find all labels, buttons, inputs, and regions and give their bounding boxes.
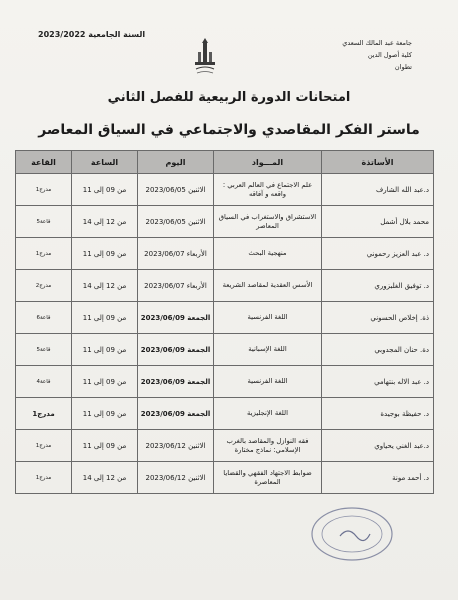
official-stamp-icon bbox=[310, 506, 394, 562]
university-logo-icon bbox=[192, 38, 218, 78]
cell-time: من 12 إلى 14 bbox=[72, 270, 138, 302]
table-row bbox=[16, 206, 434, 238]
cell-professor: د. عبد العزيز رحموني bbox=[322, 238, 434, 270]
page-title: امتحانات الدورة الربيعية للفصل الثاني bbox=[107, 90, 351, 105]
cell-room: مدرج2 bbox=[16, 270, 72, 302]
col-header-room: القاعة bbox=[16, 151, 72, 174]
cell-time: من 09 إلى 11 bbox=[72, 174, 138, 206]
cell-time: من 09 إلى 11 bbox=[72, 238, 138, 270]
cell-professor: د. توفيق الغلبزوري bbox=[322, 270, 434, 302]
cell-subject: اللغة الإنجليزية bbox=[214, 398, 322, 430]
cell-subject: علم الاجتماع في العالم العربي : واقعه و آفاقه bbox=[214, 174, 322, 206]
table-header-row bbox=[16, 151, 434, 174]
cell-time: من 09 إلى 11 bbox=[72, 366, 138, 398]
cell-day: الأربعاء 2023/06/07 bbox=[138, 238, 214, 270]
col-header-time: الساعة bbox=[72, 151, 138, 174]
program-title: ماستر الفكر المقاصدي والاجتماعي في السياق المعاصر bbox=[38, 122, 420, 138]
cell-professor: د.عبد الغني يحياوي bbox=[322, 430, 434, 462]
faculty-name: كلية أصول الدين bbox=[367, 51, 412, 59]
table-row bbox=[16, 430, 434, 462]
cell-day: الجمعة 2023/06/09 bbox=[138, 334, 214, 366]
cell-subject: اللغة الفرنسية bbox=[214, 366, 322, 398]
cell-subject: اللغة الفرنسية bbox=[214, 302, 322, 334]
city-name: تطوان bbox=[394, 63, 412, 71]
cell-time: من 09 إلى 11 bbox=[72, 398, 138, 430]
cell-room: قاعة5 bbox=[16, 334, 72, 366]
cell-professor: ذة. إخلاص الحسوني bbox=[322, 302, 434, 334]
cell-professor: دة. حنان المجدوبي bbox=[322, 334, 434, 366]
cell-day: الأربعاء 2023/06/07 bbox=[138, 270, 214, 302]
cell-subject: الأسس العقدية لمقاصد الشريعة bbox=[214, 270, 322, 302]
cell-professor: د. أحمد مونة bbox=[322, 462, 434, 494]
cell-professor: محمد بلال أشمل bbox=[322, 206, 434, 238]
cell-day: الاثنين 2023/06/05 bbox=[138, 174, 214, 206]
col-header-subjects: المـــواد bbox=[214, 151, 322, 174]
col-header-day: اليوم bbox=[138, 151, 214, 174]
cell-day: الاثنين 2023/06/12 bbox=[138, 462, 214, 494]
cell-day: الجمعة 2023/06/09 bbox=[138, 366, 214, 398]
cell-professor: د. عبد الاله بنتهامي bbox=[322, 366, 434, 398]
cell-room: مدرج1 bbox=[16, 462, 72, 494]
cell-day: الجمعة 2023/06/09 bbox=[138, 398, 214, 430]
cell-subject: ضوابط الاجتهاد الفقهي والقضايا المعاصرة bbox=[214, 462, 322, 494]
table-row bbox=[16, 366, 434, 398]
exam-schedule-table bbox=[15, 150, 434, 494]
cell-day: الاثنين 2023/06/12 bbox=[138, 430, 214, 462]
cell-professor: د. حفيظة بوجيدة bbox=[322, 398, 434, 430]
table-row bbox=[16, 270, 434, 302]
cell-subject: اللغة الإسبانية bbox=[214, 334, 322, 366]
cell-time: من 12 إلى 14 bbox=[72, 462, 138, 494]
cell-room: قاعة6 bbox=[16, 302, 72, 334]
academic-year: السنة الجامعية 2023/2022 bbox=[38, 30, 146, 39]
cell-room: مدرج1 bbox=[16, 174, 72, 206]
table-row bbox=[16, 174, 434, 206]
cell-room: قاعة5 bbox=[16, 206, 72, 238]
table-row bbox=[16, 334, 434, 366]
cell-room: مدرج1 bbox=[16, 430, 72, 462]
table-row bbox=[16, 398, 434, 430]
cell-time: من 09 إلى 11 bbox=[72, 302, 138, 334]
cell-subject: فقه النوازل والمقاصد بالغرب الإسلامي: نماذج مختارة bbox=[214, 430, 322, 462]
cell-subject: الاستشراق والاستغراب في السياق المعاصر bbox=[214, 206, 322, 238]
cell-room: قاعة4 bbox=[16, 366, 72, 398]
cell-subject: منهجية البحث bbox=[214, 238, 322, 270]
institution-header bbox=[302, 37, 412, 73]
university-name: جامعة عبد المالك السعدي bbox=[342, 39, 412, 47]
cell-room: مدرج1 bbox=[16, 238, 72, 270]
cell-time: من 12 إلى 14 bbox=[72, 206, 138, 238]
cell-time: من 09 إلى 11 bbox=[72, 334, 138, 366]
table-row bbox=[16, 302, 434, 334]
cell-professor: د.عبد الله الشارف bbox=[322, 174, 434, 206]
cell-room: مدرج1 bbox=[16, 398, 72, 430]
table-row bbox=[16, 238, 434, 270]
col-header-professors: الأساتذة bbox=[322, 151, 434, 174]
table-row bbox=[16, 462, 434, 494]
cell-time: من 09 إلى 11 bbox=[72, 430, 138, 462]
cell-day: الجمعة 2023/06/09 bbox=[138, 302, 214, 334]
cell-day: الاثنين 2023/06/05 bbox=[138, 206, 214, 238]
